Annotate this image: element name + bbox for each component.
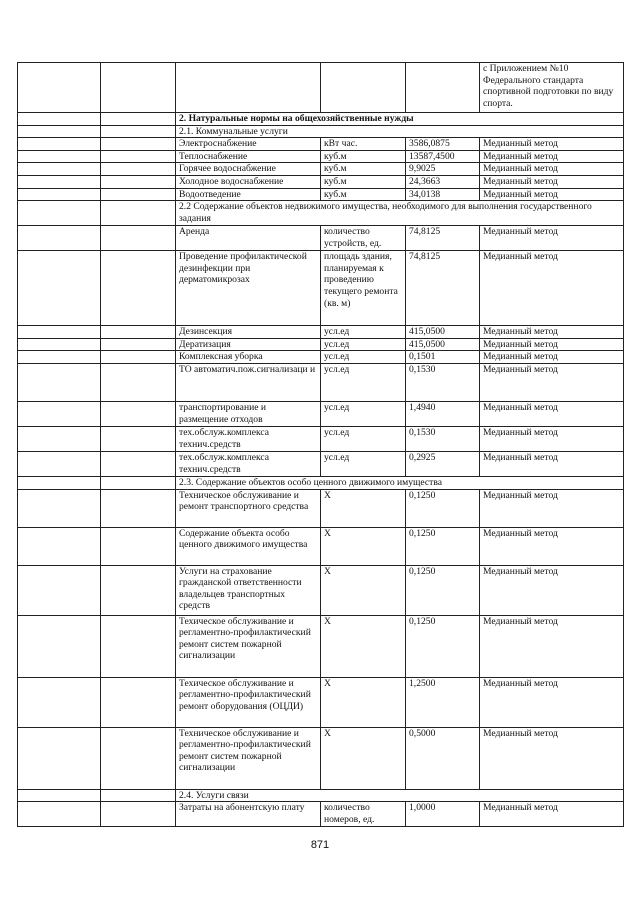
unit-cell: количество номеров, ед. [321,802,406,827]
item-name-cell: Электроснабжение [176,138,321,151]
method-cell: Медианный метод [480,251,624,326]
unit-cell: X [321,615,406,677]
value-cell: 3586,0875 [406,138,480,151]
value-cell: 13587,4500 [406,150,480,163]
method-cell: Медианный метод [480,188,624,201]
method-cell: Медианный метод [480,326,624,339]
value-cell: 415,0500 [406,326,480,339]
value-cell: 415,0500 [406,338,480,351]
value-cell: 0,1250 [406,527,480,565]
method-cell: Медианный метод [480,565,624,615]
value-cell: 34,0138 [406,188,480,201]
unit-cell: X [321,565,406,615]
table-row [18,727,624,789]
section-row [18,476,624,489]
table-row [18,426,624,451]
item-name-cell: тех.обслуж.комплекса технич.средств [176,451,321,476]
table-row [18,351,624,364]
unit-cell: X [321,677,406,727]
method-cell: Медианный метод [480,175,624,188]
section-row [18,789,624,802]
unit-cell: количество устройств, ед. [321,226,406,251]
value-cell: 1,4940 [406,401,480,426]
value-cell: 0,1501 [406,351,480,364]
unit-cell: куб.м [321,175,406,188]
page-number: 871 [310,839,330,851]
method-cell: Медианный метод [480,451,624,476]
item-name-cell: ТО автоматич.пож.сигнализаци и [176,363,321,401]
table-row [18,615,624,677]
table-row [18,188,624,201]
method-cell: Медианный метод [480,727,624,789]
unit-cell: усл.ед [321,326,406,339]
value-cell: 0,1530 [406,426,480,451]
value-cell: 9,9025 [406,163,480,176]
section-row [18,201,624,226]
method-cell: Медианный метод [480,338,624,351]
method-cell: Медианный метод [480,527,624,565]
value-cell: 74,8125 [406,226,480,251]
item-name-cell: Дезинсекция [176,326,321,339]
item-name-cell: Техическое обслуживание и регламентно-профилактический ремонт систем пожарной сигнализации [176,615,321,677]
method-cell: Медианный метод [480,426,624,451]
value-cell: 24,3663 [406,175,480,188]
unit-cell: кВт час. [321,138,406,151]
value-cell: 74,8125 [406,251,480,326]
unit-cell: усл.ед [321,363,406,401]
value-cell: 0,5000 [406,727,480,789]
table-row [18,175,624,188]
item-name-cell: Комплексная уборка [176,351,321,364]
unit-cell: куб.м [321,188,406,201]
table-row [18,338,624,351]
item-name-cell: транспортирование и размещение отходов [176,401,321,426]
value-cell: 0,1250 [406,615,480,677]
section-heading: 2.1. Коммунальные услуги [176,125,624,138]
method-cell: Медианный метод [480,615,624,677]
item-name-cell: Аренда [176,226,321,251]
table-row-top-note [18,63,624,113]
item-name-cell: Техическое обслуживание и регламентно-профилактический ремонт оборудования (ОЦДИ) [176,677,321,727]
value-cell: 0,1250 [406,565,480,615]
table-row [18,527,624,565]
item-name-cell: Холодное водоснабжение [176,175,321,188]
method-cell: Медианный метод [480,802,624,827]
unit-cell: усл.ед [321,401,406,426]
table-row [18,489,624,527]
item-name-cell: Проведение профилактической дезинфекции при дерматомикрозах [176,251,321,326]
unit-cell: усл.ед [321,351,406,364]
table-row [18,163,624,176]
item-name-cell: Техническое обслуживание и регламентно-профилактический ремонт систем пожарной сигнализации [176,727,321,789]
method-cell: Медианный метод [480,489,624,527]
unit-cell: X [321,527,406,565]
value-cell: 1,0000 [406,802,480,827]
item-name-cell: Услуги на страхование гражданской ответственности владельцев транспортных средств [176,565,321,615]
unit-cell: X [321,727,406,789]
method-cell: Медианный метод [480,226,624,251]
table-row [18,326,624,339]
unit-cell: площадь здания, планируемая к проведению текущего ремонта (кв. м) [321,251,406,326]
method-cell: Медианный метод [480,138,624,151]
section-heading: 2.3. Содержание объектов особо ценного движимого имущества [176,476,624,489]
method-cell: Медианный метод [480,163,624,176]
top-note-cell: с Приложением №10 Федерального стандарта спортивной подготовки по виду спорта. [480,63,624,113]
table-row [18,401,624,426]
item-name-cell: Техническое обслуживание и ремонт транспортного средства [176,489,321,527]
table-row [18,226,624,251]
item-name-cell: тех.обслуж.комплекса технич.средств [176,426,321,451]
section-row [18,125,624,138]
value-cell: 0,2925 [406,451,480,476]
item-name-cell: Дератизация [176,338,321,351]
method-cell: Медианный метод [480,677,624,727]
table-row [18,451,624,476]
table-row [18,251,624,326]
section-row [18,113,624,126]
section-heading: 2.4. Услуги связи [176,789,624,802]
table-row [18,150,624,163]
norms-table [17,62,624,827]
item-name-cell: Водоотведение [176,188,321,201]
method-cell: Медианный метод [480,351,624,364]
method-cell: Медианный метод [480,150,624,163]
unit-cell: усл.ед [321,451,406,476]
item-name-cell: Теплоснабжение [176,150,321,163]
table-row [18,363,624,401]
section-heading: 2. Натуральные нормы на общехозяйственные нужды [176,113,624,126]
table-row [18,138,624,151]
unit-cell: куб.м [321,150,406,163]
table-row [18,565,624,615]
table-row [18,677,624,727]
unit-cell: куб.м [321,163,406,176]
method-cell: Медианный метод [480,401,624,426]
unit-cell: X [321,489,406,527]
method-cell: Медианный метод [480,363,624,401]
table-row [18,802,624,827]
value-cell: 0,1530 [406,363,480,401]
unit-cell: усл.ед [321,338,406,351]
unit-cell: усл.ед [321,426,406,451]
item-name-cell: Затраты на абонентскую плату [176,802,321,827]
value-cell: 0,1250 [406,489,480,527]
item-name-cell: Горячее водоснабжение [176,163,321,176]
section-heading: 2.2 Содержание объектов недвижимого имущества, необходимого для выполнения государственного задания [176,201,624,226]
item-name-cell: Содержание объекта особо ценного движимого имущества [176,527,321,565]
value-cell: 1,2500 [406,677,480,727]
